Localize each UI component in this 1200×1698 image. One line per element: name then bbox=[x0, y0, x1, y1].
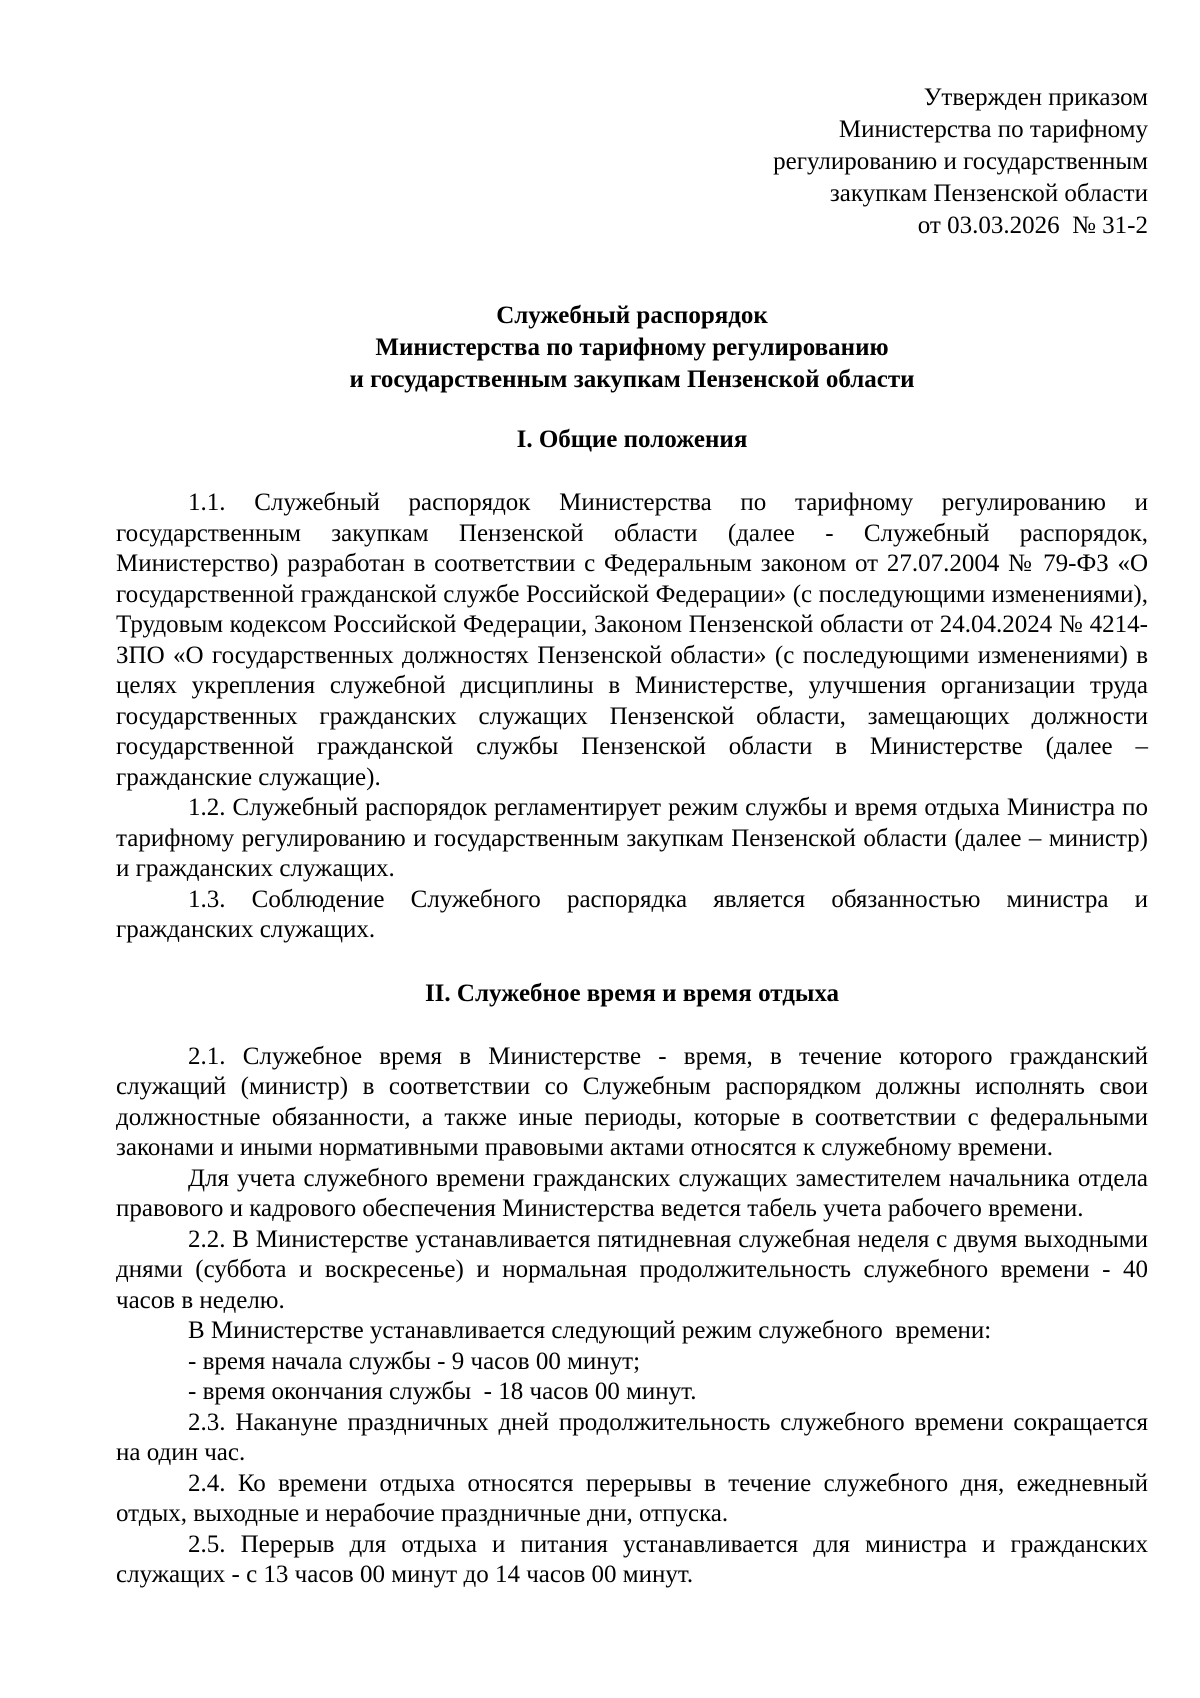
paragraph-2-4: 2.4. Ко времени отдыха относятся перерывы в течение служебного дня, ежедневный отдых, выходные и нерабочие праздничные дни, отпуска. bbox=[116, 1469, 1148, 1527]
paragraph-1-1: 1.1. Служебный распорядок Министерства по тарифному регулированию и государственным закупкам Пензенской области (далее - Служебный распорядок, Министерство) разработан в соответствии с Федеральным законом от 27.07.2004 № 79-ФЗ «О государственной гражданской службе Российской Федерации» (с последующими изменениями), Трудовым кодексом Российской Федерации, Законом Пензенской области от 24.04.2024 № 4214-ЗПО «О государственных должностях Пензенской области» (с последующими изменениями) в целях укрепления служебной дисциплины в Министерстве, улучшения организации труда государственных гражданских служащих Пензенской области, замещающих должности государственной гражданской службы Пензенской области в Министерстве (далее – гражданские служащие). bbox=[116, 489, 1148, 791]
title-line-1: Служебный распорядок bbox=[496, 302, 768, 329]
title-line-2: Министерства по тарифному регулированию bbox=[375, 334, 889, 361]
approval-line-3: регулированию и государственным bbox=[773, 148, 1148, 175]
paragraph-2-5: 2.5. Перерыв для отдыха и питания устанавливается для министра и гражданских служащих - с 13 часов 00 минут до 14 часов 00 минут. bbox=[116, 1530, 1148, 1588]
paragraph-2-1: 2.1. Служебное время в Министерстве - время, в течение которого гражданский служащий (министр) в соответствии со Служебным распорядком должны исполнять свои должностные обязанности, а также иные периоды, которые в соответствии с федеральными законами и иными нормативными правовыми актами относятся к служебному времени. bbox=[116, 1042, 1148, 1161]
paragraph-1-3: 1.3. Соблюдение Служебного распорядка является обязанностью министра и гражданских служащих. bbox=[116, 885, 1148, 943]
approval-line-5: от 03.03.2026 № 31-2 bbox=[917, 212, 1148, 239]
paragraph-2-2-start-time: - время начала службы - 9 часов 00 минут; bbox=[188, 1347, 641, 1375]
approval-line-2: Министерства по тарифному bbox=[838, 116, 1148, 143]
approval-line-1: Утвержден приказом bbox=[923, 84, 1148, 111]
paragraph-2-2: 2.2. В Министерстве устанавливается пятидневная служебная неделя с двумя выходными днями (суббота и воскресенье) и нормальная продолжительность служебного времени - 40 часов в неделю. bbox=[116, 1225, 1148, 1314]
title-line-3: и государственным закупкам Пензенской области bbox=[349, 366, 915, 393]
document-page bbox=[116, 82, 1148, 1591]
approval-line-4: закупкам Пензенской области bbox=[829, 180, 1148, 207]
paragraph-2-2-regime: В Министерстве устанавливается следующий режим служебного времени: bbox=[188, 1317, 992, 1344]
paragraph-1-2: 1.2. Служебный распорядок регламентирует режим службы и время отдыха Министра по тарифному регулированию и государственным закупкам Пензенской области (далее – министр) и гражданских служащих. bbox=[116, 794, 1148, 882]
paragraph-2-3: 2.3. Накануне праздничных дней продолжительность служебного времени сокращается на один час. bbox=[116, 1408, 1148, 1466]
paragraph-2-2-end-time: - время окончания службы - 18 часов 00 минут. bbox=[188, 1378, 697, 1405]
approval-stamp bbox=[116, 82, 1148, 242]
paragraph-2-1-timesheet: Для учета служебного времени гражданских служащих заместителем начальника отдела правового и кадрового обеспечения Министерства ведется табель учета рабочего времени. bbox=[116, 1164, 1148, 1222]
section-2-heading: II. Служебное время и время отдыха bbox=[424, 979, 840, 1007]
document-title bbox=[116, 300, 1148, 396]
section-1-heading: I. Общие положения bbox=[516, 426, 748, 453]
